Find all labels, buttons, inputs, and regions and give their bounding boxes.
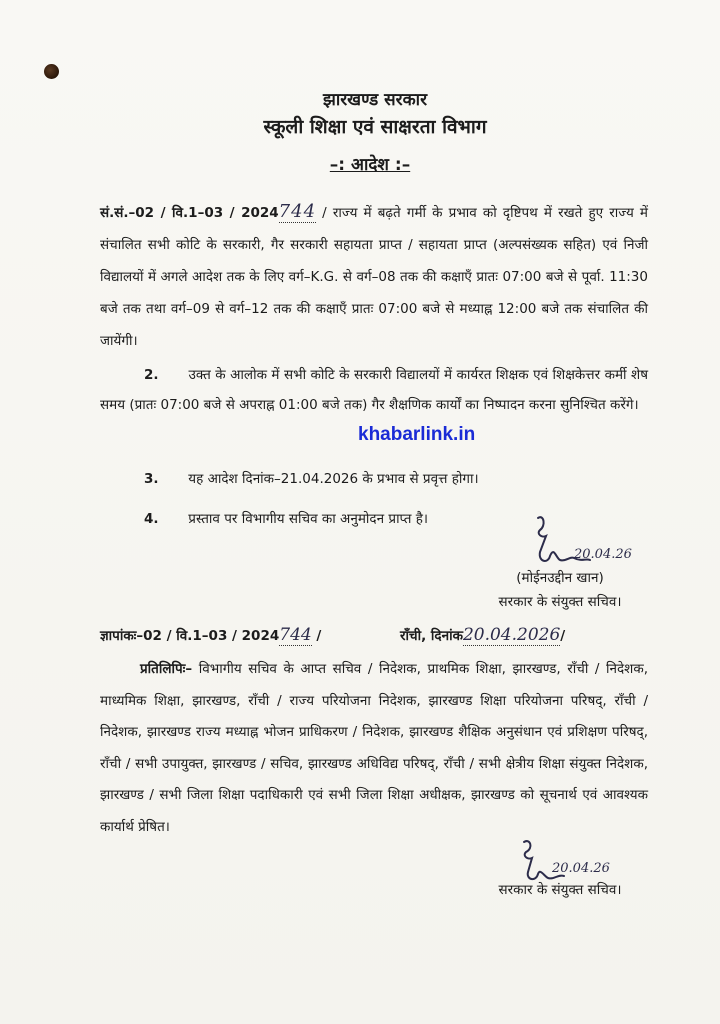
paragraph-1 <box>100 196 648 357</box>
order-reference: सं.सं.–02 / वि.1–03 / 2024 <box>100 205 279 221</box>
signatory-2-designation: सरकार के संयुक्त सचिव। <box>498 882 622 898</box>
punch-hole <box>44 64 59 79</box>
copy-lead: प्रतिलिपिः– <box>140 661 193 677</box>
paragraph-2 <box>100 360 648 420</box>
paragraph-2-number: 2. <box>144 367 159 383</box>
memo-place-date <box>400 620 565 651</box>
paragraph-3 <box>100 464 648 494</box>
memo-line <box>100 620 660 651</box>
memo-reference: ज्ञापांकः–02 / वि.1–03 / 2024 <box>100 628 280 644</box>
memo-place-label: राँची, दिनांक <box>400 628 463 644</box>
memo-date-suffix: / <box>560 628 566 644</box>
department-name: स्कूली शिक्षा एवं साक्षरता विभाग <box>263 116 487 138</box>
paragraph-3-number: 3. <box>144 471 159 487</box>
paragraph-1-text: / राज्य में बढ़ते गर्मी के प्रभाव को दृष्टिपथ में रखते हुए राज्य में संचालित सभी कोटि के सरकारी, गैर सरकारी सहायता प्राप्त / सहायता प्राप्त (अल्पसंख्यक सहित) एवं निजी विद्यालयों में अगले आदेश तक के लिए वर्ग–K.G. से वर्ग–08 तक की कक्षाएँ प्रातः 07:00 बजे से पूर्वा. 11:30 बजे तक तथा वर्ग–09 से वर्ग–12 तक की कक्षाएँ प्रातः 07:00 बजे से मध्याह्न 12:00 बजे तक संचालित की जायेंगी। <box>100 205 648 349</box>
signatory-1-name: (मोईनउद्दीन खान) <box>516 570 604 586</box>
paragraph-4-number: 4. <box>144 511 159 527</box>
letterhead <box>0 88 720 142</box>
signature-1-date: 20.04.26 <box>574 547 632 562</box>
signature-2-date: 20.04.26 <box>552 861 610 876</box>
order-title-text: –: आदेश :– <box>329 155 411 175</box>
paragraph-4-text: प्रस्ताव पर विभागीय सचिव का अनुमोदन प्राप्त है। <box>188 511 428 527</box>
watermark: khabarlink.in <box>358 424 476 445</box>
paragraph-2-text: उक्त के आलोक में सभी कोटि के सरकारी विद्यालयों में कार्यरत शिक्षक एवं शिक्षकेत्तर कर्मी शेष समय (प्रातः 07:00 बजे से अपराह्न 01:00 बजे तक) गैर शैक्षणिक कार्यों का निष्पादन करना सुनिश्चित करेंगे। <box>100 367 648 413</box>
handwritten-ref-number: 744 <box>278 201 317 222</box>
signature-1 <box>526 512 646 572</box>
signatory-2-block <box>450 878 670 902</box>
copy-text: विभागीय सचिव के आप्त सचिव / निदेशक, प्राथमिक शिक्षा, झारखण्ड, राँची / निदेशक, माध्यमिक शिक्षा, झारखण्ड, राँची / राज्य परियोजना निदेशक, झारखण्ड शिक्षा परियोजना परिषद्, राँची / निदेशक, झारखण्ड राज्य मध्याह्न भोजन प्राधिकरण / निदेशक, झारखण्ड शैक्षिक अनुसंधान एवं प्रशिक्षण परिषद्, राँची / सभी उपायुक्त, झारखण्ड / सचिव, झारखण्ड अधिविद्य परिषद्, राँची / सभी क्षेत्रीय शिक्षा संयुक्त निदेशक, झारखण्ड / सभी जिला शिक्षा पदाधिकारी एवं सभी जिला शिक्षा अधीक्षक, झारखण्ड को सूचनार्थ एवं आवश्यक कार्यार्थ प्रेषित। <box>100 661 648 835</box>
memo-handwritten-date: 20.04.2026 <box>462 625 561 645</box>
order-title <box>0 152 720 175</box>
signatory-1-block <box>450 566 670 614</box>
memo-ref-suffix: / <box>316 628 322 644</box>
copy-to-section <box>100 654 648 843</box>
signatory-1-designation: सरकार के संयुक्त सचिव। <box>498 594 622 610</box>
government-name: झारखण्ड सरकार <box>322 90 428 110</box>
memo-handwritten-number: 744 <box>279 625 312 645</box>
paragraph-3-text: यह आदेश दिनांक–21.04.2026 के प्रभाव से प्रवृत्त होगा। <box>188 471 479 487</box>
